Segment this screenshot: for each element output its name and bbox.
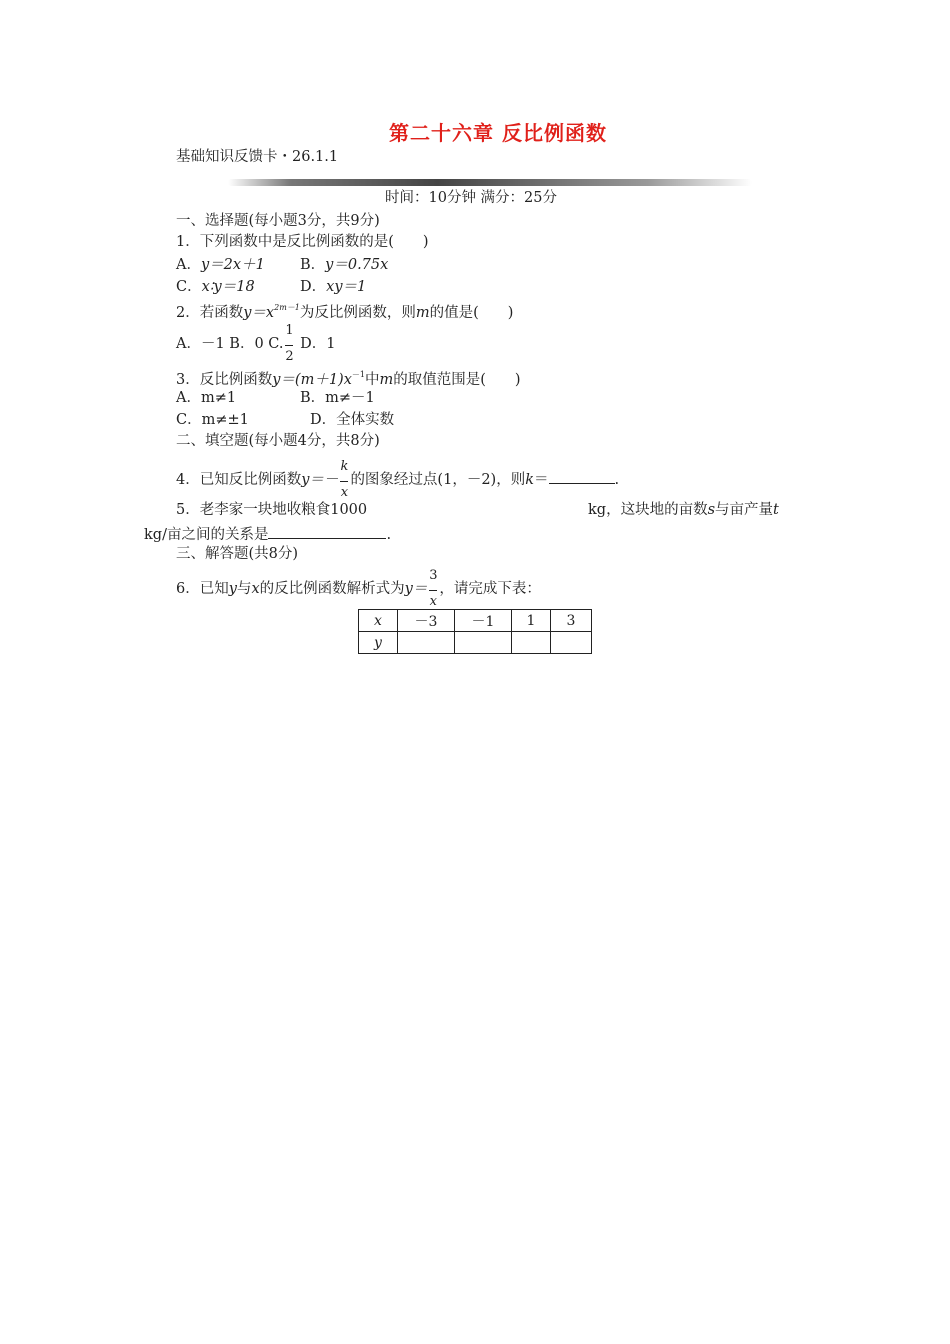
table-cell: 1 bbox=[512, 610, 551, 632]
q6-stem: 6．已知y与x的反比例函数解析式为y＝ $\frac{3}{x}$ ，请完成下表： bbox=[176, 568, 541, 609]
section-fill-heading: 二、填空题(每小题4分，共8分) bbox=[176, 433, 380, 449]
table-cell: y bbox=[359, 632, 398, 654]
q3-option-d: D．全体实数 bbox=[310, 412, 395, 428]
table-cell: －3 bbox=[398, 610, 455, 632]
q3-option-a: A．m≠1 bbox=[176, 390, 237, 406]
q2-stem: 2．若函数$y=x^{2m-1}$为反比例函数，则m的值是( ) bbox=[176, 303, 514, 321]
section-choice-heading: 一、选择题(每小题3分，共9分) bbox=[176, 213, 380, 229]
chapter-title: 第二十六章 反比例函数 bbox=[389, 121, 607, 145]
q4-stem: 4．已知反比例函数y＝－ $\frac{k}{x}$ 的图象经过点(1，－2)，则k＝ . bbox=[176, 459, 620, 500]
q3-option-c: C．m≠±1 bbox=[176, 412, 249, 428]
section-solve-heading: 三、解答题(共8分) bbox=[176, 546, 299, 562]
table-answer-cell[interactable] bbox=[398, 632, 455, 654]
q4-answer-blank[interactable] bbox=[549, 469, 615, 484]
q5-line2: kg/亩之间的关系是 . bbox=[144, 524, 391, 544]
table-answer-cell[interactable] bbox=[551, 632, 592, 654]
q1-option-c: C．x∶y＝18 bbox=[176, 279, 255, 295]
table-row bbox=[359, 632, 592, 654]
q1-option-a: A．y＝2x＋1 bbox=[176, 257, 265, 273]
table-answer-cell[interactable] bbox=[455, 632, 512, 654]
card-subtitle: 基础知识反馈卡・26.1.1 bbox=[176, 149, 339, 165]
table-answer-cell[interactable] bbox=[512, 632, 551, 654]
q3-stem: 3．反比例函数$y=(m+1)x^{-1}$中m的取值范围是( ) bbox=[176, 370, 521, 388]
divider-rule bbox=[228, 179, 752, 186]
q1-stem: 1．下列函数中是反比例函数的是( ) bbox=[176, 234, 429, 250]
table-cell: x bbox=[359, 610, 398, 632]
table-cell: 3 bbox=[551, 610, 592, 632]
value-table bbox=[358, 609, 592, 654]
table-cell: －1 bbox=[455, 610, 512, 632]
q1-option-d: D．xy＝1 bbox=[300, 279, 367, 295]
table-row bbox=[359, 610, 592, 632]
q2-options: A．－1 B．0 C. $\frac{1}{2}$ D．1 bbox=[176, 323, 336, 364]
time-score-line: 时间：10分钟 满分：25分 bbox=[385, 190, 558, 206]
q5-answer-blank[interactable] bbox=[268, 524, 386, 539]
q1-option-b: B．y＝0.75x bbox=[300, 257, 389, 273]
q5-line1-start: 5．老李家一块地收粮食1000 bbox=[176, 502, 368, 518]
q3-option-b: B．m≠－1 bbox=[300, 390, 375, 406]
q5-line1-end: kg，这块地的亩数s与亩产量t bbox=[588, 502, 779, 518]
